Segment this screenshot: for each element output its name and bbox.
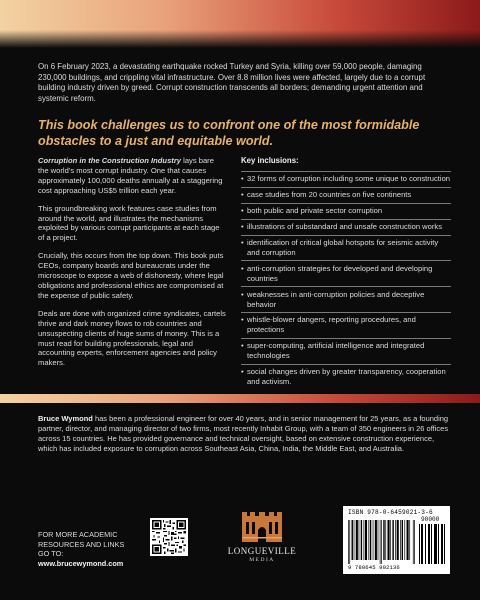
author-bio — [38, 414, 450, 454]
website-link[interactable]: www.brucewymond.com — [38, 558, 124, 568]
barcode-addon-icon — [419, 524, 445, 564]
isbn-number: ISBN 978-0-6459021-3-6 — [348, 509, 433, 516]
qr-code[interactable] — [150, 518, 188, 556]
more-resources-line-3: GO TO: — [38, 549, 64, 558]
more-resources-line-1: FOR MORE ACADEMIC — [38, 530, 118, 539]
list-item: • case studies from 20 countries on five continents — [241, 187, 451, 203]
list-item: • weaknesses in anti-corruption policies and deceptive behavior — [241, 286, 451, 312]
list-item: • both public and private sector corruption — [241, 203, 451, 219]
description-paragraph-2: This groundbreaking work features case studies from around the world, and illustrates the mechanisms exploited by various corrupt participants at each stage of a project. — [38, 203, 220, 243]
barcode-icon — [348, 520, 415, 564]
author-name: Bruce Wymond — [38, 414, 93, 423]
description-paragraph-1 — [38, 156, 226, 196]
middle-gradient-band — [0, 394, 480, 403]
publisher-name: LONGUEVILLE — [227, 546, 297, 556]
list-item: • 32 forms of corruption including some unique to construction — [241, 171, 451, 187]
description-paragraph-1-text: lays bare the world’s most corrupt industry. One that causes approximately 100,000 deaths annually at a staggering cost approaching US$5 trillion each year. — [38, 156, 223, 195]
isbn-barcode — [343, 506, 450, 574]
top-gradient-band — [0, 0, 480, 48]
barcode-addon-number: 90000 — [421, 516, 440, 523]
key-inclusions-list — [241, 171, 451, 390]
barcode-digits: 9 780645 902136 — [348, 564, 400, 571]
castle-icon — [239, 510, 285, 544]
book-title-inline: Corruption in the Construction Industry — [38, 156, 182, 165]
list-item: • super-computing, artificial intelligence and integrated technologies — [241, 338, 451, 364]
headline: This book challenges us to confront one of the most formidable obstacles to a just and equitable world. — [38, 118, 420, 148]
more-resources — [38, 530, 150, 568]
list-item: • whistle-blower dangers, reporting procedures, and protections — [241, 312, 451, 338]
author-bio-text: has been a professional engineer for over 40 years, and in senior management for 25 years, as a founding partner, director, and managing director of two firms, most recently Inhabit Group, with a team of 350 engineers in 26 offices across 15 countries. He has provided governance and technical oversight, based on extensive construction experience, which has included exposure to corruption across Southeast Asia, China, India, the Middle East, and Australia. — [38, 414, 449, 453]
list-item: • anti-corruption strategies for developed and developing countries — [241, 260, 451, 286]
key-inclusions-heading: Key inclusions: — [241, 156, 299, 165]
description-column — [38, 156, 226, 376]
publisher-subtitle: MEDIA — [249, 557, 275, 563]
list-item: • illustrations of substandard and unsafe construction works — [241, 219, 451, 235]
list-item: • social changes driven by greater transparency, cooperation and activism. — [241, 364, 451, 390]
more-resources-line-2: RESOURCES AND LINKS — [38, 539, 125, 549]
publisher-logo — [222, 510, 302, 570]
description-paragraph-3: Crucially, this occurs from the top down. This book puts CEOs, company boards and bureaucrats under the microscope to expose a web of dishonesty, where legal obligations and professional ethics are compromised at the expense of public safety. — [38, 251, 224, 300]
list-item: • identification of critical global hotspots for seismic activity and corruption — [241, 235, 451, 261]
intro-paragraph: On 6 February 2023, a devastating earthquake rocked Turkey and Syria, killing over 59,000 people, damaging 230,000 buildings, and crippling vital infrastructure. Over 8.8 million lives were affected, largely due to a corrupt building industry driven by greed. Corrupt construction transcends all borders; demanding urgent attention and systemic reform. — [38, 62, 426, 103]
description-paragraph-4: Deals are done with organized crime syndicates, cartels thrive and dark money flows to rob countries and unsuspecting clients of huge sums of money. This is a must read for building professionals, legal and accounting experts, enforcement agencies and policy makers. — [38, 308, 226, 368]
key-inclusions-column — [241, 156, 451, 389]
